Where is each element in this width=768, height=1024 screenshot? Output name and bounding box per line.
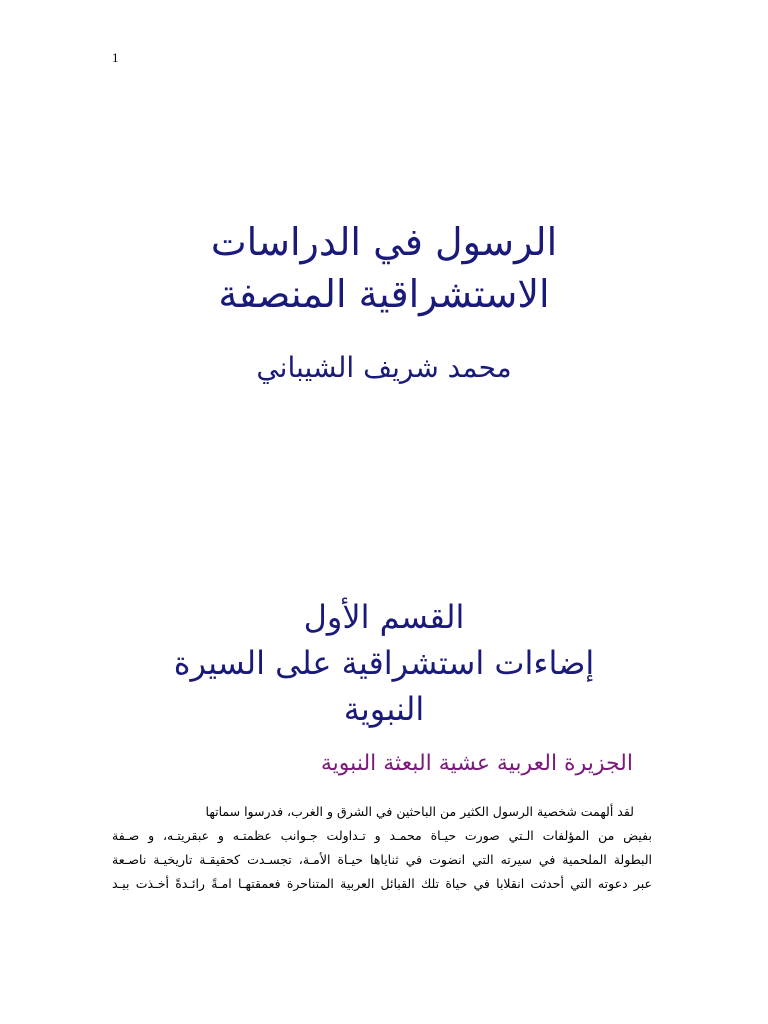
book-title bbox=[100, 216, 668, 320]
section-heading-line-2: إضاءات استشراقية على السيرة bbox=[173, 644, 595, 682]
book-title-line-2: الاستشراقية المنصفة bbox=[218, 272, 550, 316]
body-line-1: لقد ألهمت شخصية الرسول الكثير من الباحثين في الشرق و الغرب، فدرسوا سماتها bbox=[205, 804, 634, 819]
page-number: 1 bbox=[112, 50, 119, 65]
body-line-4: عبر دعوته التي أحدثت انقلابا في حياة تلك القبائل العربية المتناحرة فعمقتهـا امـةً رائـدةً أخـذت بيـد bbox=[112, 876, 652, 891]
body-line-2: بفيض من المؤلفات الـتي صورت حيـاة محمـد و تـداولت جـوانب عظمتـه و عبقريتـه، و صـفة bbox=[112, 828, 652, 843]
section-heading bbox=[100, 594, 668, 732]
body-line-3: البطولة الملحمية في سيرته التي انضوت في ثناياها حيـاة الأمـة، تجسـدت كحقيقـة تاريخيـة ناصـعة bbox=[112, 852, 652, 867]
section-heading-line-1: القسم الأول bbox=[303, 598, 465, 636]
body-paragraph bbox=[112, 800, 652, 896]
chapter-subheading: الجزيرة العربية عشية البعثة النبوية bbox=[320, 751, 633, 776]
section-heading-line-3: النبوية bbox=[343, 690, 425, 728]
author-name: محمد شريف الشيباني bbox=[256, 351, 512, 384]
book-title-line-1: الرسول في الدراسات bbox=[210, 220, 558, 264]
